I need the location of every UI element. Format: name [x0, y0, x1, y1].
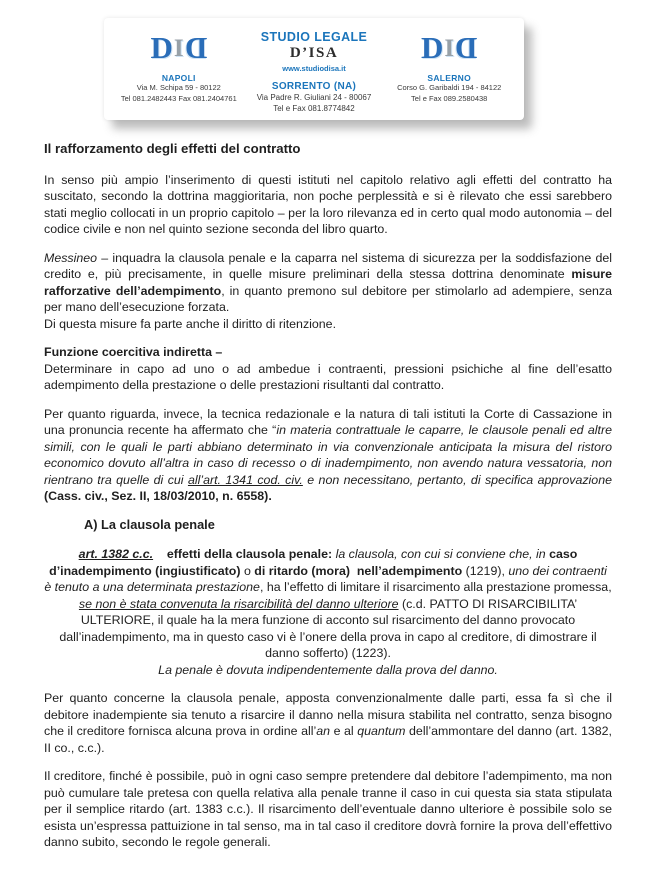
letterhead-left-column: [116, 28, 242, 104]
paragraph-intro: In senso più ampio l’inserimento di questi istituti nel capitolo relativo agli effetti del contratto ha suscitato, secondo la dottrina maggioritaria, non poche perplessità e si è rilevato che essi sarebbero stati meglio collocati in un proprio capitolo – per la loro rilevanza ed in certo qual modo autonomia – del codice civile e non nel quinto sezione seconda del libro quarto.: [44, 172, 612, 236]
logo-letter-d-mirrored: D: [184, 30, 208, 65]
letterhead-right-column: [386, 28, 512, 104]
disa-logo-right-icon: [421, 32, 478, 63]
office-city: SALERNO: [427, 73, 472, 83]
office-address: Via Padre R. Giuliani 24 - 80067: [256, 93, 372, 102]
firm-website: www.studiodisa.it: [282, 64, 346, 73]
logo-letter-d: D: [150, 30, 173, 65]
logo-column-i: I: [444, 35, 455, 62]
logo-column-i: I: [173, 35, 184, 62]
office-phone: Tel e Fax 089.2580438: [411, 93, 488, 103]
logo-letter-d-mirrored: D: [455, 30, 478, 65]
paragraph-funzione-coercitiva: Funzione coercitiva indiretta – Determinare in capo ad uno o ad ambedue i contraenti, pressioni psichiche al fine dell’esatto adempimento della prestazione o delle prestazioni risultanti dal contratto.: [44, 345, 612, 392]
office-salerno: [397, 73, 501, 104]
paragraph-art-1382: art. 1382 c.c. effetti della clausola penale: la clausola, con cui si conviene che, in caso d’inadempimento (ingiustificato) o di ritardo (mora) nell’adempimento (1219), uno dei contraenti è tenuto a una determinata prestazione, ha l’effetto di limitare il risarcimento alla prestazione promessa, se non è stata convenuta la risarcibilità del danno ulteriore (c.d. PATTO DI RISARCIBILITA’ ULTERIORE, il quale ha la mera funzione di acconto sul risarcimento del danno provocato dall’inadempimento, ma in questo caso vi è l’onere della prova in capo al creditore, di dimostrare il danno sofferto) (1223). La penale è dovuta indipendentemente dalla prova del danno.: [44, 547, 612, 677]
office-city: SORRENTO (NA): [271, 81, 357, 92]
letterhead: [104, 18, 524, 120]
paragraph-il-creditore: Il creditore, finché è possibile, può in ogni caso sempre pretendere dal debitore l’adempimento, ma non può cumulare tale pretesa con quella relativa alla penale tranne il caso in cui questa sia stata stipulata per il semplice ritardo (art. 1383 c.c.). Il risarcimento dell’eventuale danno ulteriore è possibile solo se esista un’espressa pattuizione in tal senso, ma in tal caso il creditore dovrà fornire la prova dell’effettivo danno subito, secondo le regole generali.: [44, 769, 612, 849]
office-phone: Tel e Fax 081.8774842: [273, 104, 355, 114]
page-title: Il rafforzamento degli effetti del contratto: [44, 141, 301, 156]
paragraph-per-quanto-concerne: Per quanto concerne la clausola penale, apposta convenzionalmente dalle parti, essa fa sì che il debitore inadempiente sia tenuto a risarcire il danno nella misura stabilita nel contratto, senza bisogno che il creditore fornisca alcuna prova in ordine all’an e al quantum dell’ammontare del danno (art. 1382, II co., c.c.).: [44, 691, 612, 755]
paragraph-messineo: Messineo – inquadra la clausola penale e la caparra nel sistema di sicurezza per la soddisfazione del credito e, più precisamente, in quelle misure preliminari della stessa dottrina denominate misure rafforzative dell’adempimento, in quanto premono sul debitore per stimolarlo ad adempiere, senza per mano dell’esecuzione forzata. Di questa misure fa parte anche il diritto di ritenzione.: [44, 250, 612, 331]
document-body: [44, 141, 612, 863]
office-city: NAPOLI: [161, 73, 196, 83]
firm-name-line1: STUDIO LEGALE: [260, 30, 368, 44]
office-sorrento: [257, 81, 372, 114]
heading-clausola-penale: A) La clausola penale: [84, 516, 215, 532]
letterhead-center-column: [242, 28, 387, 114]
office-address: Via M. Schipa 59 - 80122: [136, 83, 221, 92]
paragraph-cassazione: Per quanto riguarda, invece, la tecnica redazionale e la natura di tali istituti la Corte di Cassazione in una pronuncia recente ha affermato che “in materia contrattuale le caparre, le clausole penali ed altre simili, con le quali le parti abbiano determinato in via convenzionale anticipata la misura del ristoro economico dovuto all’altra in caso di recesso o di inadempimento, non avendo natura vessatoria, non rientrano tra quelle di cui all’art. 1341 cod. civ. e non necessitano, pertanto, di specifica approvazione (Cass. civ., Sez. II, 18/03/2010, n. 6558).: [44, 406, 612, 503]
firm-name-line2: D’ISA: [289, 45, 339, 61]
disa-logo-left-icon: [151, 32, 208, 63]
logo-letter-d: D: [420, 30, 444, 65]
office-napoli: [121, 73, 237, 104]
office-address: Corso G. Garibaldi 194 - 84122: [397, 83, 502, 92]
office-phone: Tel 081.2482443 Fax 081.2404761: [120, 93, 237, 103]
